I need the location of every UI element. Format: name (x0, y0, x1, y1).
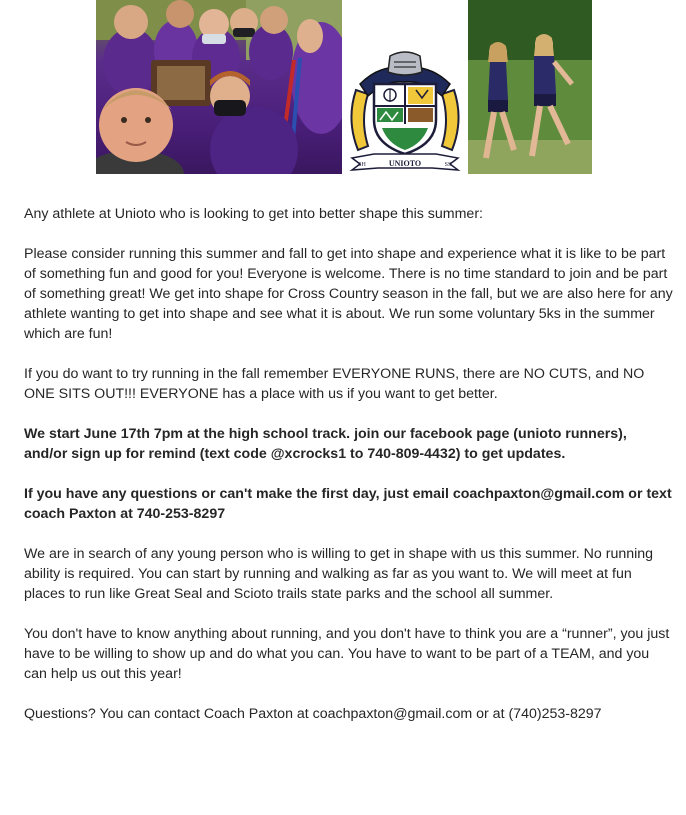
search-paragraph: We are in search of any young person who is willing to get in shape with us this summer. No running ability is required. You can start by running and walking as far as you want to. We will meet at fun places to run like Great Seal and Scioto trails state parks and the school all summer. (24, 546, 654, 602)
crest-left-letter: SH (358, 162, 366, 168)
flyer-text (24, 204, 674, 724)
no-experience-paragraph: You don't have to know anything about running, and you don't have to think you are a “runner”, you just have to be willing to show up and do what you can. You have to want to be part of a TEAM, and you can help us out this year! (24, 626, 670, 682)
crest-banner-text: UNIOTO (388, 159, 422, 168)
runners-photo-drawing (468, 0, 592, 174)
contact-paragraph: Questions? You can contact Coach Paxton at coachpaxton@gmail.com or at (740)253-8297 (24, 706, 602, 722)
crest-logo (346, 50, 464, 174)
everyone-runs-paragraph: If you do want to try running in the fall remember EVERYONE RUNS, there are NO CUTS, and NO ONE SITS OUT!!! EVERYONE has a place with us if you want to get better. (24, 366, 645, 402)
invitation-paragraph: Please consider running this summer and fall to get into shape and experience what it is like to be part of something fun and good for you! Everyone is welcome. There is no time standard to join and be part of something great! We get into shape for Cross Country season in the fall, but we are also here for any athlete wanting to get into shape and see what it is about. We run some voluntary 5ks in the summer which are fun! (24, 246, 673, 342)
team-photo-drawing (96, 0, 342, 174)
crest-right-letter: SS (444, 162, 452, 168)
intro-paragraph: Any athlete at Unioto who is looking to get into better shape this summer: (24, 206, 483, 222)
school-crest (346, 50, 464, 174)
runners-photo (468, 0, 592, 174)
start-date-paragraph: We start June 17th 7pm at the high school track. join our facebook page (unioto runners), and/or sign up for remind (text code @xcrocks1 to 740-809-4432) to get updates. (24, 426, 627, 462)
questions-email-paragraph: If you have any questions or can't make the first day, just email coachpaxton@gmail.com or text coach Paxton at 740-253-8297 (24, 486, 672, 522)
team-photo (96, 0, 342, 174)
